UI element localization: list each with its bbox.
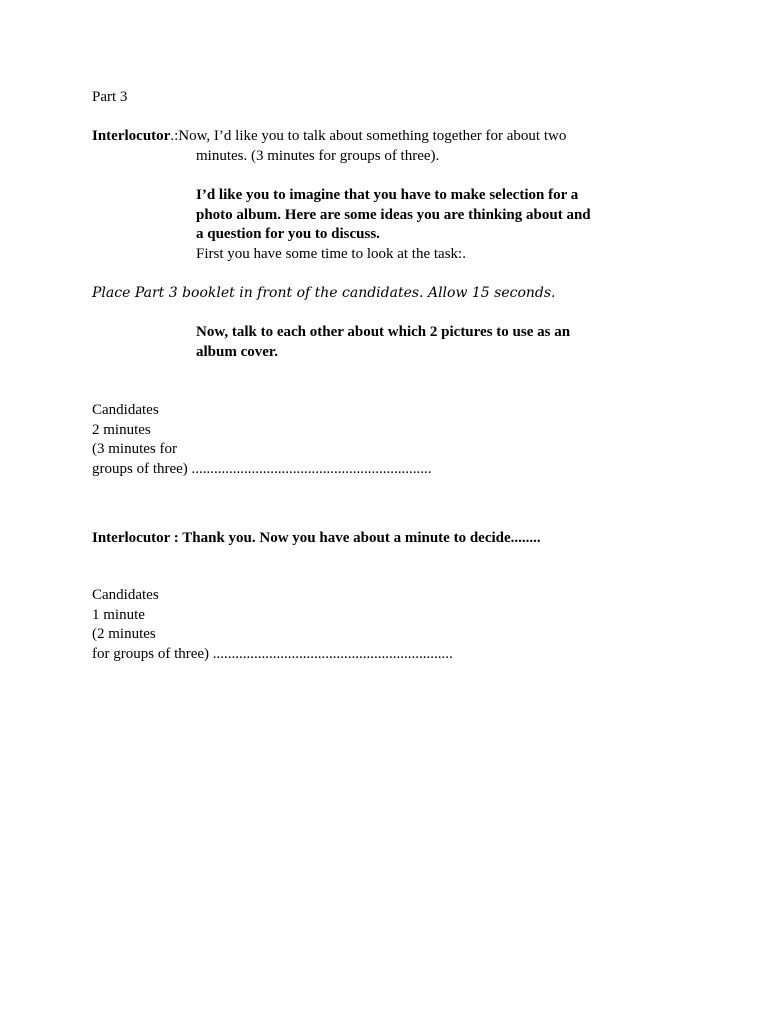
discussion-prompt-line-1: Now, talk to each other about which 2 pictures to use as an xyxy=(196,324,571,340)
candidates-label: Candidates xyxy=(92,587,159,603)
interlocutor-label: Interlocutor xyxy=(92,128,171,144)
task-prompt-line-1: I’d like you to imagine that you have to make selection for a xyxy=(196,187,579,203)
candidates-group-duration: (3 minutes for xyxy=(92,441,177,457)
candidates-group-duration: (2 minutes xyxy=(92,626,156,642)
task-prompt-line-4: First you have some time to look at the task:. xyxy=(196,245,466,262)
task-prompt-line-3: a question for you to discuss. xyxy=(196,226,380,242)
interlocutor-intro-line xyxy=(92,127,566,147)
interlocutor-followup: Interlocutor : Thank you. Now you have about a minute to decide........ xyxy=(92,530,541,546)
task-prompt-line-2: photo album. Here are some ideas you are thinking about and xyxy=(196,206,591,223)
interlocutor-separator: .: xyxy=(170,128,179,144)
candidates-timing-block-2 xyxy=(92,586,453,664)
examiner-instruction: Place Part 3 booklet in front of the candidates. Allow 15 seconds. xyxy=(92,285,556,301)
interlocutor-intro-text-2: minutes. (3 minutes for groups of three). xyxy=(196,148,440,164)
candidates-duration: 2 minutes xyxy=(92,421,151,438)
candidates-timing-block-1 xyxy=(92,401,432,479)
candidates-duration: 1 minute xyxy=(92,606,145,623)
discussion-prompt-line-2: album cover. xyxy=(196,343,278,360)
task-prompt xyxy=(196,186,591,264)
interlocutor-intro-text-1: Now, I’d like you to talk about something together for about two xyxy=(178,128,567,144)
candidates-label: Candidates xyxy=(92,402,159,418)
discussion-prompt xyxy=(196,323,570,362)
candidates-group-line: for groups of three) ................................................................ xyxy=(92,645,453,662)
part-title: Part 3 xyxy=(92,89,128,105)
candidates-group-line: groups of three) ................................................................ xyxy=(92,460,432,477)
